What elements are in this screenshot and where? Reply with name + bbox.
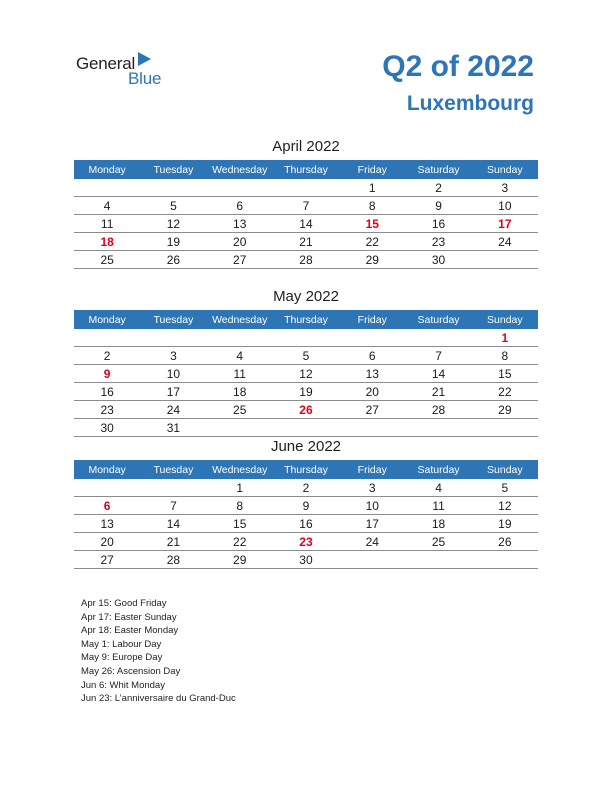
day-cell: 11 — [405, 497, 471, 515]
day-cell: 11 — [207, 365, 273, 383]
week-row — [74, 497, 538, 515]
day-cell: 1 — [339, 179, 405, 197]
day-cell: 27 — [207, 251, 273, 269]
week-row — [74, 233, 538, 251]
day-cell: 8 — [339, 197, 405, 215]
day-cell: 15 — [207, 515, 273, 533]
day-cell: 12 — [140, 215, 206, 233]
day-cell — [405, 551, 471, 569]
day-cell: 7 — [405, 347, 471, 365]
day-cell — [339, 551, 405, 569]
day-cell: 30 — [405, 251, 471, 269]
weekday-header: Saturday — [405, 160, 471, 179]
day-cell: 13 — [207, 215, 273, 233]
day-cell: 16 — [273, 515, 339, 533]
week-row — [74, 347, 538, 365]
day-cell: 23 — [74, 401, 140, 419]
weekday-header: Saturday — [405, 460, 471, 479]
weekday-header: Monday — [74, 460, 140, 479]
day-cell: 9 — [273, 497, 339, 515]
day-cell — [273, 419, 339, 437]
weekday-header: Tuesday — [140, 310, 206, 329]
day-cell: 8 — [472, 347, 538, 365]
day-cell: 25 — [74, 251, 140, 269]
weekday-header-row — [74, 160, 538, 179]
day-cell — [339, 419, 405, 437]
weekday-header: Wednesday — [207, 160, 273, 179]
day-cell: 4 — [405, 479, 471, 497]
day-cell: 19 — [472, 515, 538, 533]
month-title: June 2022 — [270, 438, 342, 455]
month-title: May 2022 — [273, 288, 339, 305]
day-cell: 1 — [472, 329, 538, 347]
day-cell: 22 — [339, 233, 405, 251]
day-cell: 10 — [140, 365, 206, 383]
day-cell: 5 — [273, 347, 339, 365]
day-cell: 26 — [472, 533, 538, 551]
day-cell: 17 — [472, 215, 538, 233]
calendar-table — [74, 160, 538, 269]
day-cell: 10 — [339, 497, 405, 515]
weekday-header: Sunday — [472, 160, 538, 179]
day-cell — [207, 419, 273, 437]
day-cell: 14 — [405, 365, 471, 383]
day-cell: 3 — [339, 479, 405, 497]
weekday-header: Sunday — [472, 310, 538, 329]
day-cell: 23 — [273, 533, 339, 551]
holiday-item: Jun 23: L’anniversaire du Grand-Duc — [81, 693, 236, 705]
day-cell: 18 — [74, 233, 140, 251]
day-cell: 6 — [74, 497, 140, 515]
day-cell — [140, 329, 206, 347]
day-cell: 6 — [339, 347, 405, 365]
week-row — [74, 197, 538, 215]
day-cell: 13 — [74, 515, 140, 533]
weekday-header: Sunday — [472, 460, 538, 479]
week-row — [74, 251, 538, 269]
holiday-list — [81, 597, 236, 706]
day-cell — [74, 329, 140, 347]
day-cell: 9 — [74, 365, 140, 383]
day-cell: 15 — [339, 215, 405, 233]
holiday-item: Apr 17: Easter Sunday — [81, 611, 177, 623]
day-cell: 19 — [273, 383, 339, 401]
weekday-header: Monday — [74, 310, 140, 329]
day-cell: 23 — [405, 233, 471, 251]
day-cell: 22 — [472, 383, 538, 401]
day-cell: 25 — [405, 533, 471, 551]
weekday-header: Saturday — [405, 310, 471, 329]
day-cell — [472, 551, 538, 569]
day-cell: 9 — [405, 197, 471, 215]
day-cell — [472, 251, 538, 269]
day-cell: 20 — [74, 533, 140, 551]
day-cell — [405, 419, 471, 437]
day-cell — [207, 329, 273, 347]
day-cell: 2 — [405, 179, 471, 197]
weekday-header-row — [74, 460, 538, 479]
day-cell: 29 — [472, 401, 538, 419]
week-row — [74, 401, 538, 419]
day-cell: 14 — [140, 515, 206, 533]
logo-text-general: General — [76, 54, 136, 73]
week-row — [74, 419, 538, 437]
holiday-item: Apr 18: Easter Monday — [81, 625, 179, 637]
day-cell — [339, 329, 405, 347]
day-cell: 16 — [74, 383, 140, 401]
day-cell: 17 — [339, 515, 405, 533]
week-row — [74, 479, 538, 497]
day-cell: 10 — [472, 197, 538, 215]
weekday-header: Friday — [339, 160, 405, 179]
day-cell — [405, 329, 471, 347]
logo-triangle-icon — [138, 52, 151, 66]
day-cell — [140, 479, 206, 497]
calendar-table — [74, 310, 538, 437]
page-title: Q2 of 2022 — [382, 50, 534, 83]
week-row — [74, 383, 538, 401]
month-calendar-june — [74, 437, 538, 569]
day-cell: 7 — [273, 197, 339, 215]
day-cell: 26 — [273, 401, 339, 419]
day-cell: 13 — [339, 365, 405, 383]
day-cell: 21 — [405, 383, 471, 401]
day-cell: 16 — [405, 215, 471, 233]
week-row — [74, 179, 538, 197]
month-calendar-april — [74, 137, 538, 269]
day-cell: 20 — [207, 233, 273, 251]
day-cell: 14 — [273, 215, 339, 233]
day-cell: 3 — [140, 347, 206, 365]
day-cell: 18 — [207, 383, 273, 401]
day-cell: 5 — [472, 479, 538, 497]
day-cell: 28 — [405, 401, 471, 419]
day-cell: 12 — [472, 497, 538, 515]
weekday-header: Tuesday — [140, 460, 206, 479]
day-cell: 4 — [74, 197, 140, 215]
logo-text-blue: Blue — [128, 69, 162, 88]
day-cell — [140, 179, 206, 197]
brand-logo — [76, 52, 176, 92]
day-cell: 21 — [273, 233, 339, 251]
day-cell: 11 — [74, 215, 140, 233]
country-subtitle: Luxembourg — [406, 92, 534, 115]
day-cell — [207, 179, 273, 197]
weekday-header: Thursday — [273, 460, 339, 479]
day-cell: 15 — [472, 365, 538, 383]
weekday-header: Thursday — [273, 160, 339, 179]
holiday-item: Apr 15: Good Friday — [81, 598, 167, 609]
weekday-header: Thursday — [273, 310, 339, 329]
day-cell: 17 — [140, 383, 206, 401]
day-cell — [273, 329, 339, 347]
month-title: April 2022 — [272, 138, 340, 155]
day-cell: 27 — [339, 401, 405, 419]
day-cell: 2 — [74, 347, 140, 365]
day-cell — [74, 179, 140, 197]
day-cell: 31 — [140, 419, 206, 437]
day-cell: 29 — [207, 551, 273, 569]
weekday-header: Monday — [74, 160, 140, 179]
week-row — [74, 329, 538, 347]
day-cell: 28 — [140, 551, 206, 569]
day-cell: 22 — [207, 533, 273, 551]
weekday-header: Friday — [339, 310, 405, 329]
day-cell: 7 — [140, 497, 206, 515]
week-row — [74, 215, 538, 233]
day-cell: 2 — [273, 479, 339, 497]
day-cell: 18 — [405, 515, 471, 533]
weekday-header: Tuesday — [140, 160, 206, 179]
day-cell: 1 — [207, 479, 273, 497]
weekday-header: Friday — [339, 460, 405, 479]
day-cell: 28 — [273, 251, 339, 269]
day-cell: 30 — [74, 419, 140, 437]
day-cell: 6 — [207, 197, 273, 215]
holiday-item: May 9: Europe Day — [81, 652, 163, 664]
holiday-item: May 26: Ascension Day — [81, 665, 181, 677]
day-cell: 30 — [273, 551, 339, 569]
week-row — [74, 515, 538, 533]
day-cell — [74, 479, 140, 497]
day-cell: 3 — [472, 179, 538, 197]
day-cell: 21 — [140, 533, 206, 551]
day-cell: 24 — [140, 401, 206, 419]
week-row — [74, 533, 538, 551]
week-row — [74, 365, 538, 383]
week-row — [74, 551, 538, 569]
weekday-header-row — [74, 310, 538, 329]
day-cell: 19 — [140, 233, 206, 251]
day-cell: 8 — [207, 497, 273, 515]
day-cell: 26 — [140, 251, 206, 269]
weekday-header: Wednesday — [207, 310, 273, 329]
day-cell: 25 — [207, 401, 273, 419]
weekday-header: Wednesday — [207, 460, 273, 479]
day-cell: 12 — [273, 365, 339, 383]
day-cell — [472, 419, 538, 437]
month-calendar-may — [74, 287, 538, 437]
holiday-item: May 1: Labour Day — [81, 638, 162, 650]
day-cell — [273, 179, 339, 197]
day-cell: 29 — [339, 251, 405, 269]
day-cell: 5 — [140, 197, 206, 215]
day-cell: 4 — [207, 347, 273, 365]
day-cell: 20 — [339, 383, 405, 401]
holiday-item: Jun 6: Whit Monday — [81, 679, 165, 691]
day-cell: 24 — [339, 533, 405, 551]
day-cell: 24 — [472, 233, 538, 251]
calendar-table — [74, 460, 538, 569]
day-cell: 27 — [74, 551, 140, 569]
